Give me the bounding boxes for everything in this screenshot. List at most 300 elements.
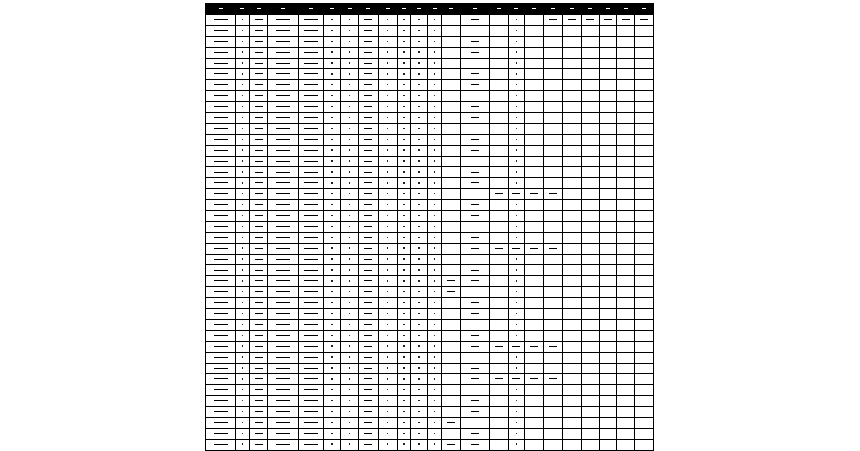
table-cell[interactable]	[236, 15, 250, 26]
table-cell[interactable]	[635, 352, 654, 363]
table-cell[interactable]	[427, 407, 442, 418]
table-cell[interactable]	[236, 309, 250, 320]
table-cell[interactable]	[359, 319, 379, 330]
header-cell[interactable]	[411, 4, 428, 15]
table-cell[interactable]	[509, 145, 525, 156]
table-cell[interactable]	[359, 123, 379, 134]
table-cell[interactable]	[563, 407, 582, 418]
table-cell[interactable]	[461, 211, 490, 222]
table-cell[interactable]	[341, 167, 359, 178]
table-cell[interactable]	[581, 25, 599, 36]
table-cell[interactable]	[323, 341, 341, 352]
table-cell[interactable]	[397, 232, 411, 243]
table-cell[interactable]	[544, 15, 563, 26]
table-cell[interactable]	[563, 145, 582, 156]
table-cell[interactable]	[635, 417, 654, 428]
table-row[interactable]	[206, 69, 654, 80]
table-cell[interactable]	[581, 385, 599, 396]
table-cell[interactable]	[461, 407, 490, 418]
table-cell[interactable]	[490, 167, 509, 178]
table-cell[interactable]	[563, 363, 582, 374]
table-row[interactable]	[206, 374, 654, 385]
table-cell[interactable]	[635, 211, 654, 222]
table-cell[interactable]	[249, 385, 268, 396]
table-cell[interactable]	[461, 417, 490, 428]
table-cell[interactable]	[442, 363, 461, 374]
table-cell[interactable]	[236, 25, 250, 36]
table-cell[interactable]	[397, 243, 411, 254]
table-cell[interactable]	[524, 178, 544, 189]
table-cell[interactable]	[206, 374, 236, 385]
table-cell[interactable]	[206, 102, 236, 113]
table-cell[interactable]	[490, 25, 509, 36]
table-cell[interactable]	[249, 232, 268, 243]
table-cell[interactable]	[599, 428, 617, 439]
table-cell[interactable]	[359, 287, 379, 298]
table-cell[interactable]	[544, 232, 563, 243]
table-cell[interactable]	[617, 69, 635, 80]
table-cell[interactable]	[378, 211, 397, 222]
table-cell[interactable]	[442, 330, 461, 341]
table-cell[interactable]	[249, 439, 268, 450]
table-cell[interactable]	[397, 200, 411, 211]
table-cell[interactable]	[544, 167, 563, 178]
table-cell[interactable]	[617, 58, 635, 69]
table-cell[interactable]	[249, 80, 268, 91]
table-cell[interactable]	[236, 102, 250, 113]
table-cell[interactable]	[581, 341, 599, 352]
table-cell[interactable]	[442, 298, 461, 309]
table-cell[interactable]	[524, 232, 544, 243]
table-cell[interactable]	[323, 178, 341, 189]
table-cell[interactable]	[397, 309, 411, 320]
table-cell[interactable]	[461, 396, 490, 407]
table-cell[interactable]	[427, 47, 442, 58]
table-cell[interactable]	[509, 221, 525, 232]
table-cell[interactable]	[544, 36, 563, 47]
table-cell[interactable]	[442, 47, 461, 58]
table-cell[interactable]	[236, 330, 250, 341]
table-cell[interactable]	[581, 91, 599, 102]
table-cell[interactable]	[359, 374, 379, 385]
table-cell[interactable]	[236, 276, 250, 287]
table-cell[interactable]	[249, 189, 268, 200]
table-cell[interactable]	[427, 25, 442, 36]
table-cell[interactable]	[341, 254, 359, 265]
table-cell[interactable]	[599, 417, 617, 428]
table-cell[interactable]	[323, 189, 341, 200]
table-cell[interactable]	[635, 15, 654, 26]
table-cell[interactable]	[359, 36, 379, 47]
table-cell[interactable]	[298, 385, 323, 396]
table-cell[interactable]	[563, 352, 582, 363]
table-cell[interactable]	[378, 309, 397, 320]
table-cell[interactable]	[268, 319, 298, 330]
table-cell[interactable]	[341, 276, 359, 287]
table-cell[interactable]	[206, 407, 236, 418]
table-cell[interactable]	[206, 25, 236, 36]
table-cell[interactable]	[509, 47, 525, 58]
table-cell[interactable]	[524, 200, 544, 211]
table-cell[interactable]	[298, 439, 323, 450]
table-cell[interactable]	[359, 102, 379, 113]
table-cell[interactable]	[378, 330, 397, 341]
table-cell[interactable]	[524, 156, 544, 167]
table-cell[interactable]	[427, 396, 442, 407]
table-cell[interactable]	[236, 352, 250, 363]
table-cell[interactable]	[461, 58, 490, 69]
table-cell[interactable]	[461, 25, 490, 36]
table-row[interactable]	[206, 47, 654, 58]
table-cell[interactable]	[442, 200, 461, 211]
table-cell[interactable]	[509, 396, 525, 407]
table-cell[interactable]	[397, 254, 411, 265]
table-cell[interactable]	[599, 254, 617, 265]
table-cell[interactable]	[397, 47, 411, 58]
table-cell[interactable]	[490, 80, 509, 91]
table-cell[interactable]	[490, 15, 509, 26]
table-cell[interactable]	[323, 25, 341, 36]
table-row[interactable]	[206, 363, 654, 374]
table-cell[interactable]	[236, 232, 250, 243]
table-row[interactable]	[206, 145, 654, 156]
table-cell[interactable]	[236, 243, 250, 254]
table-cell[interactable]	[509, 25, 525, 36]
table-cell[interactable]	[341, 58, 359, 69]
table-cell[interactable]	[341, 211, 359, 222]
table-row[interactable]	[206, 211, 654, 222]
table-cell[interactable]	[236, 265, 250, 276]
table-cell[interactable]	[323, 243, 341, 254]
table-cell[interactable]	[359, 298, 379, 309]
table-cell[interactable]	[509, 254, 525, 265]
table-cell[interactable]	[397, 156, 411, 167]
table-cell[interactable]	[544, 276, 563, 287]
table-cell[interactable]	[635, 319, 654, 330]
table-cell[interactable]	[563, 374, 582, 385]
table-cell[interactable]	[617, 265, 635, 276]
table-cell[interactable]	[397, 211, 411, 222]
table-cell[interactable]	[427, 309, 442, 320]
table-cell[interactable]	[236, 80, 250, 91]
table-cell[interactable]	[581, 330, 599, 341]
table-cell[interactable]	[427, 15, 442, 26]
table-cell[interactable]	[268, 363, 298, 374]
table-cell[interactable]	[599, 47, 617, 58]
table-cell[interactable]	[509, 330, 525, 341]
table-cell[interactable]	[359, 69, 379, 80]
table-cell[interactable]	[206, 254, 236, 265]
table-cell[interactable]	[206, 69, 236, 80]
table-cell[interactable]	[411, 145, 428, 156]
table-cell[interactable]	[298, 102, 323, 113]
table-cell[interactable]	[397, 102, 411, 113]
table-cell[interactable]	[359, 211, 379, 222]
table-cell[interactable]	[268, 123, 298, 134]
table-cell[interactable]	[563, 243, 582, 254]
table-cell[interactable]	[378, 69, 397, 80]
table-cell[interactable]	[490, 123, 509, 134]
table-cell[interactable]	[461, 47, 490, 58]
header-cell[interactable]	[249, 4, 268, 15]
table-cell[interactable]	[411, 80, 428, 91]
table-row[interactable]	[206, 25, 654, 36]
table-cell[interactable]	[581, 243, 599, 254]
table-cell[interactable]	[563, 58, 582, 69]
table-cell[interactable]	[563, 287, 582, 298]
table-cell[interactable]	[427, 439, 442, 450]
table-cell[interactable]	[599, 352, 617, 363]
table-cell[interactable]	[544, 319, 563, 330]
table-cell[interactable]	[268, 80, 298, 91]
table-cell[interactable]	[411, 134, 428, 145]
table-cell[interactable]	[524, 221, 544, 232]
table-cell[interactable]	[359, 363, 379, 374]
header-cell[interactable]	[524, 4, 544, 15]
table-cell[interactable]	[411, 189, 428, 200]
table-cell[interactable]	[581, 211, 599, 222]
table-cell[interactable]	[411, 221, 428, 232]
table-cell[interactable]	[490, 232, 509, 243]
table-cell[interactable]	[249, 374, 268, 385]
table-cell[interactable]	[397, 189, 411, 200]
table-cell[interactable]	[268, 200, 298, 211]
table-cell[interactable]	[427, 341, 442, 352]
table-cell[interactable]	[411, 319, 428, 330]
table-cell[interactable]	[341, 36, 359, 47]
table-row[interactable]	[206, 15, 654, 26]
table-cell[interactable]	[323, 276, 341, 287]
table-cell[interactable]	[341, 123, 359, 134]
table-cell[interactable]	[635, 69, 654, 80]
table-row[interactable]	[206, 232, 654, 243]
table-cell[interactable]	[323, 221, 341, 232]
table-cell[interactable]	[397, 407, 411, 418]
table-cell[interactable]	[509, 352, 525, 363]
table-cell[interactable]	[397, 123, 411, 134]
table-cell[interactable]	[617, 134, 635, 145]
table-cell[interactable]	[461, 352, 490, 363]
table-cell[interactable]	[563, 309, 582, 320]
table-cell[interactable]	[544, 200, 563, 211]
table-cell[interactable]	[524, 309, 544, 320]
table-cell[interactable]	[563, 167, 582, 178]
table-cell[interactable]	[461, 91, 490, 102]
table-cell[interactable]	[544, 69, 563, 80]
table-cell[interactable]	[490, 91, 509, 102]
table-cell[interactable]	[599, 363, 617, 374]
table-cell[interactable]	[524, 189, 544, 200]
table-cell[interactable]	[236, 167, 250, 178]
table-cell[interactable]	[581, 287, 599, 298]
table-cell[interactable]	[323, 123, 341, 134]
table-row[interactable]	[206, 36, 654, 47]
table-cell[interactable]	[397, 417, 411, 428]
table-cell[interactable]	[249, 91, 268, 102]
table-cell[interactable]	[206, 439, 236, 450]
table-cell[interactable]	[490, 189, 509, 200]
table-cell[interactable]	[617, 113, 635, 124]
table-cell[interactable]	[236, 428, 250, 439]
table-cell[interactable]	[249, 102, 268, 113]
table-cell[interactable]	[635, 145, 654, 156]
table-cell[interactable]	[341, 287, 359, 298]
table-cell[interactable]	[378, 80, 397, 91]
table-cell[interactable]	[617, 102, 635, 113]
table-cell[interactable]	[524, 254, 544, 265]
table-cell[interactable]	[298, 341, 323, 352]
table-cell[interactable]	[206, 80, 236, 91]
table-cell[interactable]	[461, 330, 490, 341]
header-cell[interactable]	[635, 4, 654, 15]
header-cell[interactable]	[461, 4, 490, 15]
header-cell[interactable]	[544, 4, 563, 15]
table-cell[interactable]	[490, 36, 509, 47]
table-cell[interactable]	[411, 352, 428, 363]
table-cell[interactable]	[323, 298, 341, 309]
table-cell[interactable]	[563, 200, 582, 211]
table-cell[interactable]	[563, 102, 582, 113]
table-cell[interactable]	[397, 363, 411, 374]
table-cell[interactable]	[617, 200, 635, 211]
table-cell[interactable]	[509, 428, 525, 439]
table-cell[interactable]	[599, 102, 617, 113]
table-cell[interactable]	[206, 47, 236, 58]
table-cell[interactable]	[236, 417, 250, 428]
table-cell[interactable]	[599, 145, 617, 156]
table-cell[interactable]	[249, 47, 268, 58]
table-cell[interactable]	[268, 407, 298, 418]
table-cell[interactable]	[359, 352, 379, 363]
table-cell[interactable]	[236, 58, 250, 69]
table-cell[interactable]	[298, 80, 323, 91]
table-cell[interactable]	[323, 167, 341, 178]
table-cell[interactable]	[397, 69, 411, 80]
table-cell[interactable]	[268, 385, 298, 396]
table-cell[interactable]	[378, 36, 397, 47]
table-cell[interactable]	[490, 221, 509, 232]
table-cell[interactable]	[323, 287, 341, 298]
table-cell[interactable]	[599, 189, 617, 200]
table-cell[interactable]	[617, 15, 635, 26]
table-cell[interactable]	[411, 417, 428, 428]
table-cell[interactable]	[378, 287, 397, 298]
table-cell[interactable]	[378, 417, 397, 428]
table-cell[interactable]	[249, 330, 268, 341]
table-cell[interactable]	[599, 69, 617, 80]
table-cell[interactable]	[617, 385, 635, 396]
table-cell[interactable]	[249, 352, 268, 363]
table-cell[interactable]	[442, 352, 461, 363]
table-cell[interactable]	[249, 25, 268, 36]
table-cell[interactable]	[268, 428, 298, 439]
table-row[interactable]	[206, 330, 654, 341]
table-cell[interactable]	[378, 15, 397, 26]
table-cell[interactable]	[341, 385, 359, 396]
table-cell[interactable]	[544, 374, 563, 385]
table-cell[interactable]	[563, 69, 582, 80]
table-cell[interactable]	[397, 287, 411, 298]
table-cell[interactable]	[341, 102, 359, 113]
table-cell[interactable]	[442, 156, 461, 167]
table-cell[interactable]	[268, 189, 298, 200]
table-cell[interactable]	[341, 145, 359, 156]
table-cell[interactable]	[490, 211, 509, 222]
table-cell[interactable]	[524, 167, 544, 178]
table-cell[interactable]	[442, 211, 461, 222]
table-cell[interactable]	[635, 47, 654, 58]
table-cell[interactable]	[442, 189, 461, 200]
table-cell[interactable]	[249, 221, 268, 232]
table-cell[interactable]	[581, 145, 599, 156]
table-cell[interactable]	[411, 287, 428, 298]
table-cell[interactable]	[563, 15, 582, 26]
table-cell[interactable]	[397, 396, 411, 407]
table-cell[interactable]	[298, 15, 323, 26]
table-cell[interactable]	[206, 363, 236, 374]
table-row[interactable]	[206, 178, 654, 189]
table-cell[interactable]	[442, 221, 461, 232]
table-cell[interactable]	[298, 91, 323, 102]
table-cell[interactable]	[635, 232, 654, 243]
table-cell[interactable]	[599, 374, 617, 385]
table-cell[interactable]	[298, 123, 323, 134]
table-cell[interactable]	[563, 36, 582, 47]
table-cell[interactable]	[524, 211, 544, 222]
table-cell[interactable]	[599, 36, 617, 47]
header-cell[interactable]	[427, 4, 442, 15]
table-cell[interactable]	[599, 15, 617, 26]
table-cell[interactable]	[442, 167, 461, 178]
table-cell[interactable]	[563, 47, 582, 58]
table-cell[interactable]	[298, 113, 323, 124]
table-cell[interactable]	[617, 428, 635, 439]
table-cell[interactable]	[359, 113, 379, 124]
table-cell[interactable]	[461, 145, 490, 156]
table-cell[interactable]	[617, 47, 635, 58]
table-cell[interactable]	[341, 25, 359, 36]
table-cell[interactable]	[581, 232, 599, 243]
table-cell[interactable]	[268, 439, 298, 450]
table-cell[interactable]	[524, 298, 544, 309]
table-cell[interactable]	[563, 25, 582, 36]
table-cell[interactable]	[298, 276, 323, 287]
table-cell[interactable]	[411, 330, 428, 341]
table-cell[interactable]	[378, 374, 397, 385]
table-cell[interactable]	[461, 123, 490, 134]
table-cell[interactable]	[461, 287, 490, 298]
table-cell[interactable]	[581, 47, 599, 58]
table-cell[interactable]	[427, 330, 442, 341]
table-cell[interactable]	[411, 396, 428, 407]
table-cell[interactable]	[378, 396, 397, 407]
table-cell[interactable]	[544, 47, 563, 58]
table-cell[interactable]	[461, 319, 490, 330]
table-cell[interactable]	[509, 91, 525, 102]
table-cell[interactable]	[509, 167, 525, 178]
table-cell[interactable]	[635, 167, 654, 178]
table-cell[interactable]	[206, 232, 236, 243]
table-cell[interactable]	[442, 265, 461, 276]
table-row[interactable]	[206, 113, 654, 124]
table-row[interactable]	[206, 319, 654, 330]
table-cell[interactable]	[378, 254, 397, 265]
table-cell[interactable]	[397, 91, 411, 102]
table-cell[interactable]	[524, 428, 544, 439]
table-cell[interactable]	[509, 374, 525, 385]
table-cell[interactable]	[206, 167, 236, 178]
table-cell[interactable]	[323, 309, 341, 320]
